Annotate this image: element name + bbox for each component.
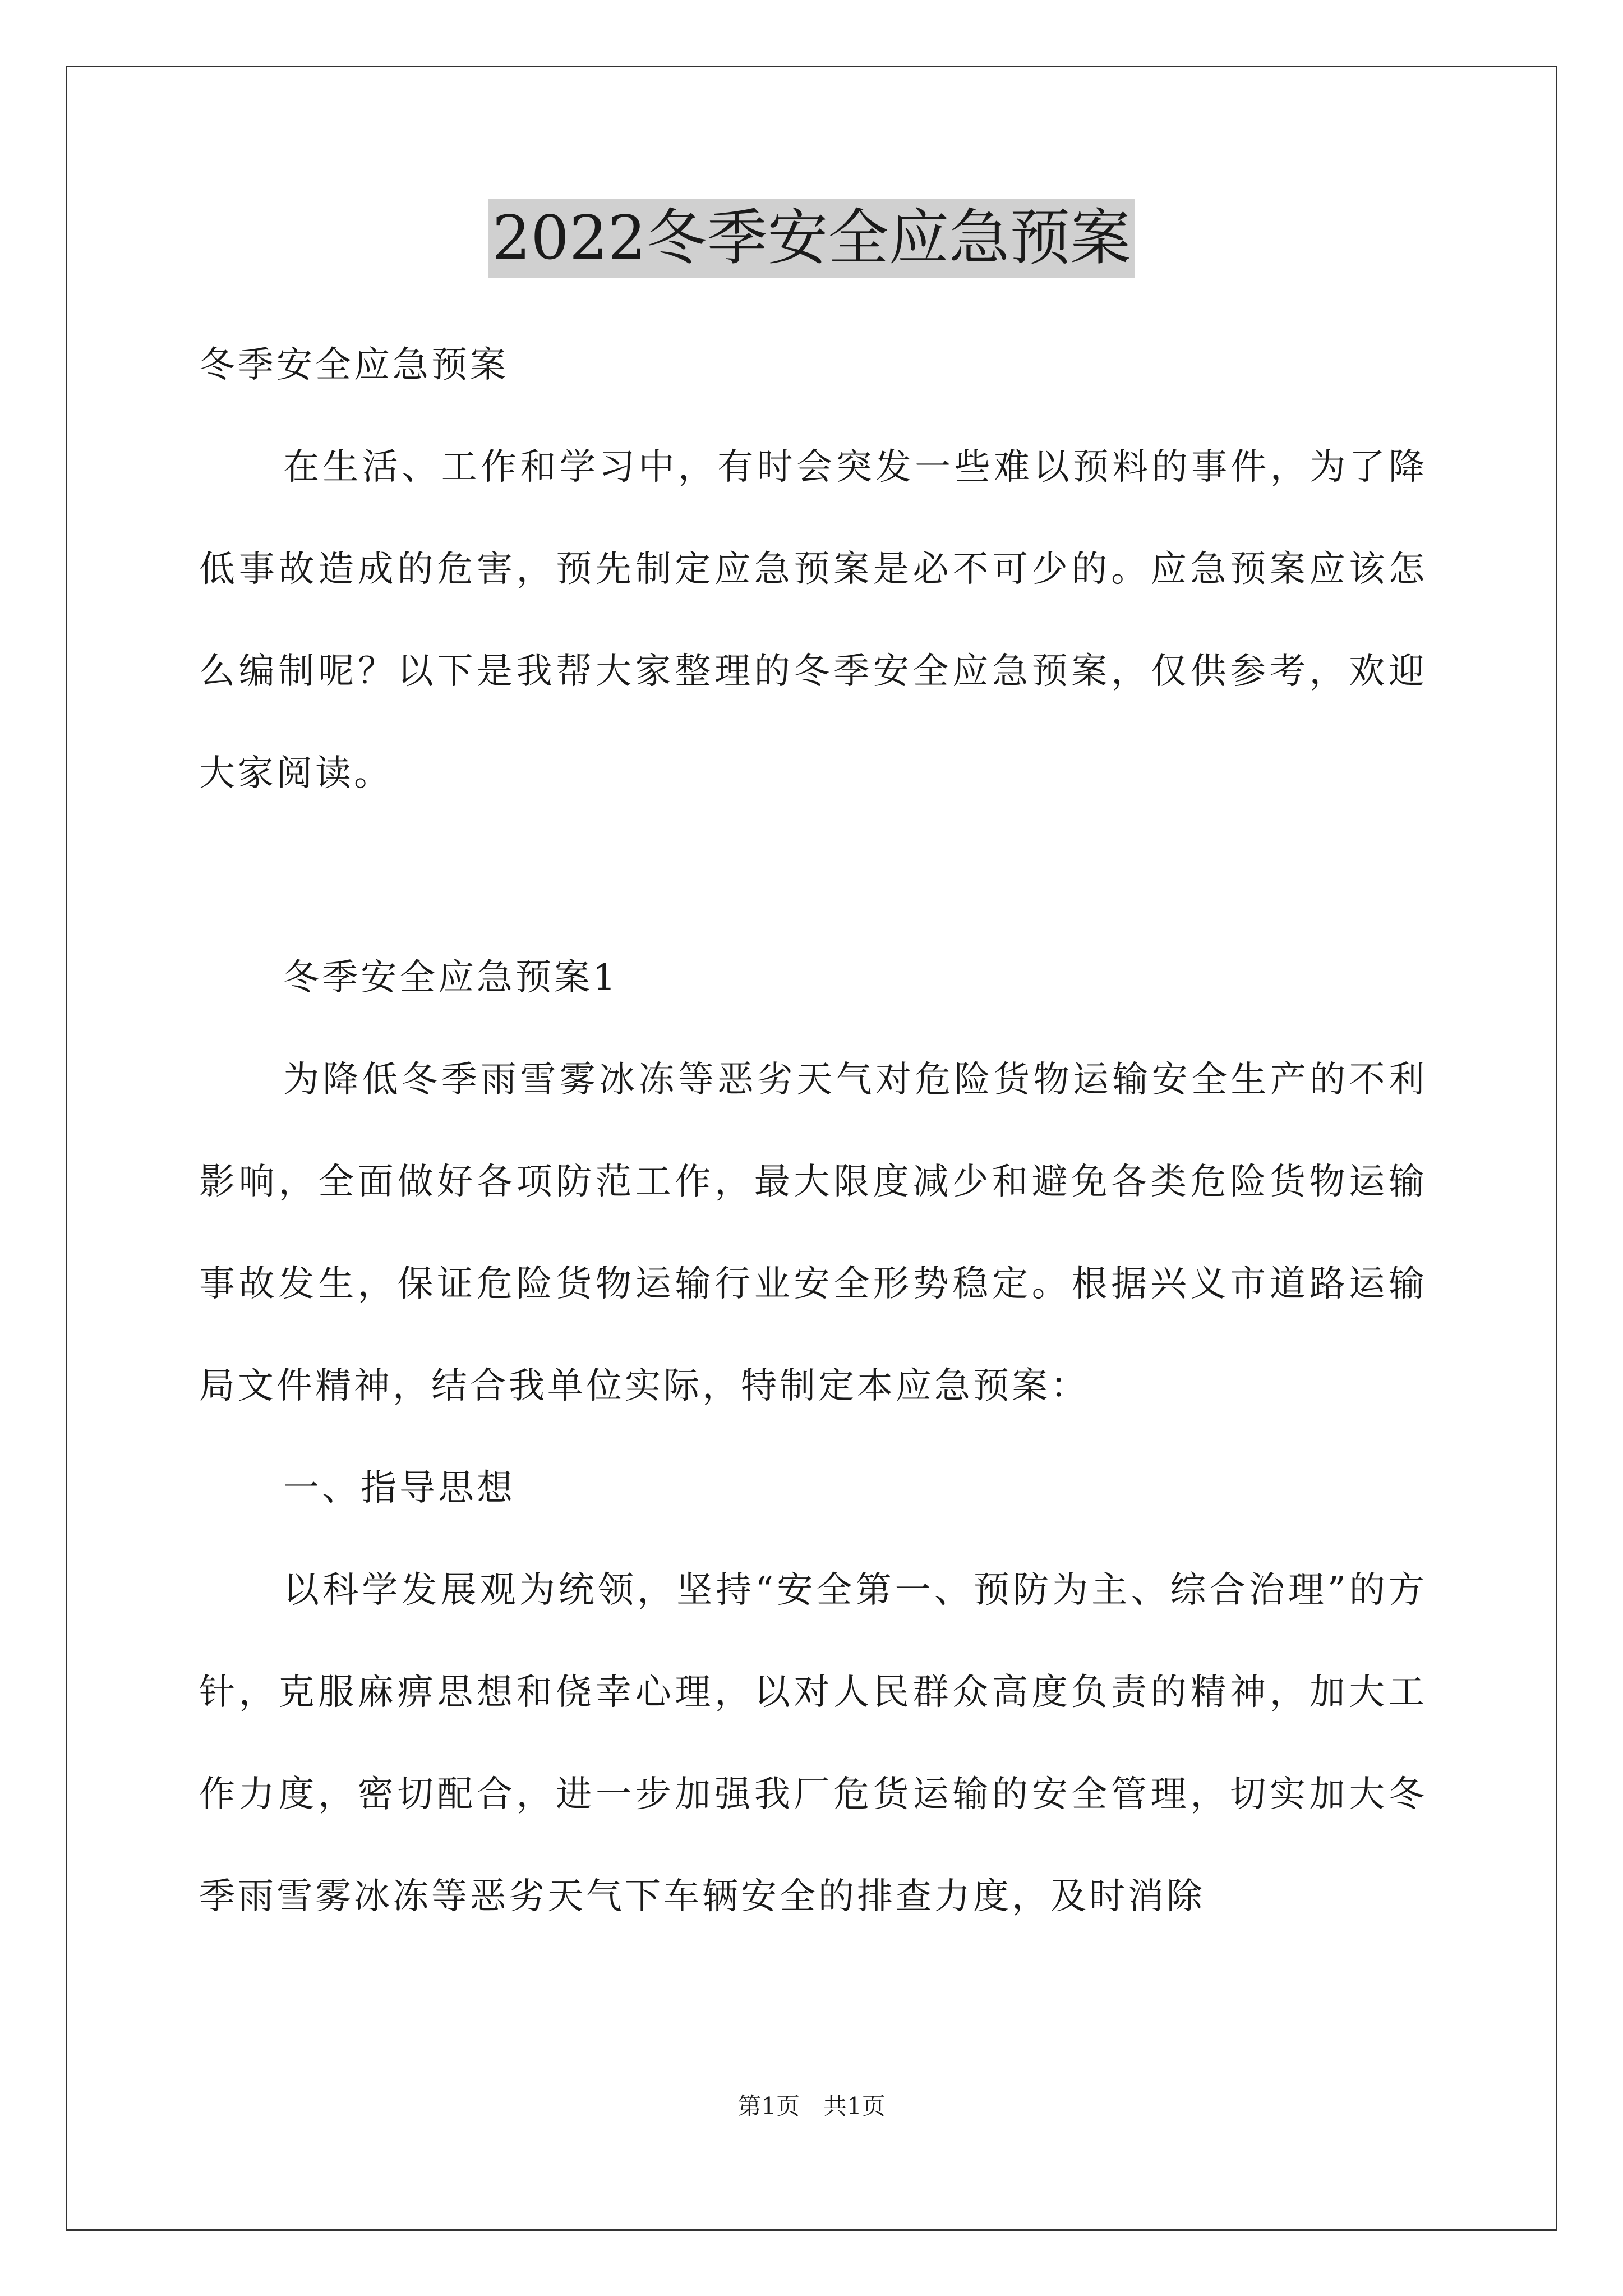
section-heading: 冬季安全应急预案1 bbox=[283, 957, 619, 999]
body-paragraph: 以科学发展观为统领，坚持“安全第一、预防为主、综合治理”的方针，克服麻痹思想和侥幸心理，以对人民群众高度负责的精神，加大工作力度，密切配合，进一步加强我厂危货运输的安全管理，切实加大冬季雨雪雾冰冻等恶劣天气下车辆安全的排查力度，及时消除 bbox=[199, 1570, 1427, 1917]
subtitle-paragraph: 冬季安全应急预案 bbox=[199, 344, 509, 386]
body-paragraph: 为降低冬季雨雪雾冰冻等恶劣天气对危险货物运输安全生产的不利影响，全面做好各项防范工作，最大限度减少和避免各类危险货物运输事故发生，保证危险货物运输行业安全形势稳定。根据兴义市道路运输局文件精神，结合我单位实际，特制定本应急预案： bbox=[199, 1059, 1427, 1407]
title-container bbox=[0, 199, 1623, 278]
document-body bbox=[199, 314, 1427, 1948]
subsection-heading: 一、指导思想 bbox=[283, 1467, 515, 1509]
page-footer: 第1页 共1页 bbox=[737, 2092, 886, 2120]
document-title: 2022冬季安全应急预案 bbox=[488, 199, 1136, 278]
intro-paragraph: 在生活、工作和学习中，有时会突发一些难以预料的事件，为了降低事故造成的危害，预先制定应急预案是必不可少的。应急预案应该怎么编制呢？以下是我帮大家整理的冬季安全应急预案，仅供参考，欢迎大家阅读。 bbox=[199, 447, 1427, 794]
